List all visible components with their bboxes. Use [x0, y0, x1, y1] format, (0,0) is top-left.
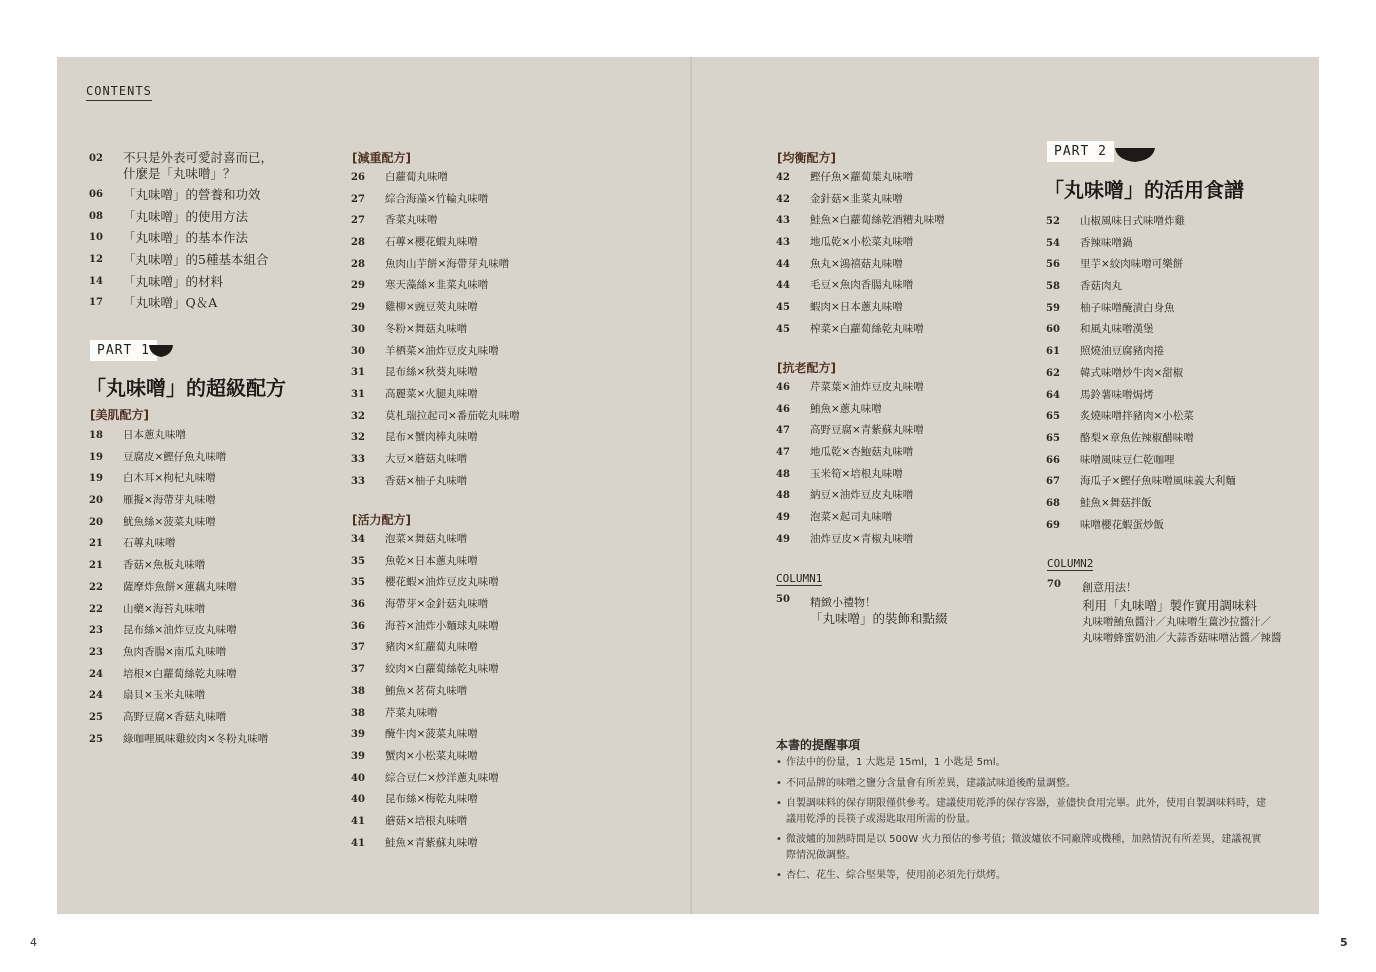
toc-entry [1046, 363, 1276, 385]
toc-title: 昆布絲×梅乾丸味噌 [385, 793, 478, 806]
toc-page-number: 42 [776, 172, 790, 183]
toc-title: 香菇×柚子丸味噌 [385, 474, 468, 487]
page-number-right: 5 [1340, 936, 1348, 949]
toc-title: 高野豆腐×青紫蘇丸味噌 [810, 424, 924, 437]
intro-list [89, 148, 273, 314]
toc-title: 鰹仔魚×蘿蔔葉丸味噌 [810, 171, 914, 183]
note-item: • 微波爐的加熱時間是以 500W 火力預估的參考值；微波爐依不同廠牌或機種，加熱情況有所差異，建議視實際情況做調整。 [776, 832, 1266, 863]
toc-title: 芹菜丸味噌 [385, 706, 438, 719]
toc-entry [351, 297, 571, 319]
toc-title: 味噌風味豆仁乾咖哩 [1080, 453, 1175, 466]
toc-title: 雁擬×海帶芽丸味噌 [123, 494, 216, 507]
toc-page-number: 39 [351, 750, 365, 762]
part1-label: PART 1 [90, 340, 157, 361]
toc-title: 納豆×油炸豆皮丸味噌 [810, 489, 914, 502]
toc-page-number: 47 [776, 425, 790, 437]
toc-entry [351, 232, 571, 254]
beauty-list [89, 425, 309, 750]
toc-entry [776, 232, 996, 254]
toc-entry [776, 529, 996, 551]
toc-entry [1046, 233, 1276, 255]
column2-line3: 丸味噌鮪魚醬汁／丸味噌生薑沙拉醬汁／ [1082, 616, 1271, 628]
toc-page-number: 18 [89, 430, 103, 441]
toc-page-number: 29 [351, 302, 365, 314]
toc-entry [776, 210, 996, 232]
toc-entry [89, 249, 273, 271]
toc-page-number: 23 [89, 625, 103, 637]
toc-title: 「丸味噌」的材料 [123, 273, 224, 289]
toc-entry [351, 319, 571, 341]
category-antiaging: [抗老配方] [777, 361, 836, 375]
toc-entry [776, 254, 996, 276]
toc-entry [351, 529, 571, 551]
toc-page-number: 40 [351, 772, 365, 784]
toc-entry [89, 148, 273, 184]
toc-entry [89, 555, 309, 577]
toc-page-number: 49 [776, 512, 790, 524]
category-balance: [均衡配方] [777, 151, 836, 165]
toc-page-number: 56 [1046, 259, 1060, 271]
toc-entry [351, 572, 571, 594]
toc-title: 高麗菜×火腿丸味噌 [385, 387, 478, 400]
toc-title: 地瓜乾×小松菜丸味噌 [810, 236, 914, 249]
toc-page-number: 47 [776, 447, 790, 459]
toc-page-number: 39 [351, 729, 365, 741]
toc-entry [89, 271, 273, 293]
toc-page-number: 35 [351, 555, 365, 567]
toc-page-number: 40 [351, 794, 365, 806]
note-item: • 作法中的份量，1 大匙是 15ml，1 小匙是 5ml。 [776, 755, 1266, 771]
toc-page-number: 65 [1046, 411, 1060, 423]
toc-page-number: 12 [89, 254, 103, 266]
toc-entry [776, 189, 996, 211]
toc-page-number: 36 [351, 599, 365, 611]
toc-title: 香菜丸味噌 [385, 214, 438, 227]
toc-title: 石蓴丸味噌 [123, 537, 176, 550]
toc-entry [776, 464, 996, 486]
toc-title: 和風丸味噌漢堡 [1080, 323, 1154, 336]
toc-page-number: 37 [351, 642, 365, 654]
toc-entry [351, 449, 571, 471]
toc-page-number: 58 [1046, 281, 1060, 293]
toc-page-number: 49 [776, 533, 790, 545]
toc-page-number: 41 [351, 815, 365, 827]
diet-list [351, 167, 571, 492]
toc-entry [89, 206, 273, 228]
toc-title: 「丸味噌」的使用方法 [123, 208, 249, 224]
toc-entry [89, 642, 309, 664]
toc-entry [776, 507, 996, 529]
toc-page-number: 22 [89, 603, 103, 615]
toc-entry [351, 659, 571, 681]
toc-page-number: 19 [89, 451, 103, 463]
toc-entry [1046, 515, 1276, 537]
toc-title: 豆腐皮×鰹仔魚丸味噌 [123, 450, 227, 463]
toc-title: 昆布×蟹肉棒丸味噌 [385, 431, 478, 444]
toc-page-number: 43 [776, 215, 790, 227]
toc-entry [351, 789, 571, 811]
toc-title: 里芋×絞肉味噌可樂餅 [1080, 258, 1184, 271]
toc-page-number: 68 [1046, 497, 1060, 509]
toc-page-number: 31 [351, 388, 365, 400]
toc-entry [89, 447, 309, 469]
toc-page-number: 64 [1046, 389, 1060, 401]
toc-page-number: 29 [351, 280, 365, 292]
toc-page-number: 26 [351, 172, 365, 183]
column1-page: 50 [776, 594, 790, 605]
toc-entry [351, 724, 571, 746]
toc-title: 雞柳×豌豆莢丸味噌 [385, 301, 478, 314]
toc-entry [89, 490, 309, 512]
column2-page: 70 [1047, 579, 1061, 590]
toc-title: 味噌櫻花蝦蛋炒飯 [1080, 518, 1164, 531]
toc-title: 炙燒味噌拌豬肉×小松菜 [1080, 410, 1194, 423]
toc-entry [776, 377, 996, 399]
toc-entry [1046, 341, 1276, 363]
toc-title: 油炸豆皮×青椒丸味噌 [810, 532, 914, 545]
toc-title: 地瓜乾×杏鮑菇丸味噌 [810, 446, 914, 459]
toc-page-number: 52 [1046, 216, 1060, 227]
column1-label: COLUMN1 [776, 572, 823, 585]
toc-page-number: 35 [351, 577, 365, 589]
toc-page-number: 10 [89, 232, 103, 244]
toc-title: 莫札瑞拉起司×番茄乾丸味噌 [385, 409, 520, 422]
toc-page-number: 67 [1046, 476, 1060, 488]
toc-page-number: 25 [89, 733, 103, 745]
toc-title: 芹菜葉×油炸豆皮丸味噌 [810, 381, 924, 393]
toc-title: 蝦肉×日本蔥丸味噌 [810, 301, 903, 314]
toc-page-number: 23 [89, 646, 103, 658]
toc-page-number: 28 [351, 237, 365, 249]
toc-entry [351, 637, 571, 659]
toc-entry [351, 681, 571, 703]
toc-title: 魚乾×日本蔥丸味噌 [385, 554, 478, 567]
toc-entry [89, 468, 309, 490]
toc-title: 「丸味噌」Q＆A [123, 295, 218, 311]
toc-entry [351, 189, 571, 211]
toc-title: 白蘿蔔丸味噌 [385, 171, 448, 183]
toc-page-number: 33 [351, 475, 365, 487]
antiaging-list [776, 377, 996, 551]
toc-page-number: 62 [1046, 367, 1060, 379]
toc-title: 「丸味噌」的營養和功效 [123, 187, 261, 202]
toc-title: 「丸味噌」的基本作法 [123, 230, 249, 246]
toc-page-number: 59 [1046, 302, 1060, 314]
note-item: • 自製調味料的保存期限僅供參考。建議使用乾淨的保存容器，並儘快食用完畢。此外，使用自製調味料時，建議用乾淨的長筷子或湯匙取用所需的份量。 [776, 796, 1266, 827]
toc-title: 魚丸×鴻禧菇丸味噌 [810, 257, 903, 270]
toc-title: 魷魚絲×菠菜丸味噌 [123, 515, 216, 528]
toc-page-number: 14 [89, 275, 103, 287]
toc-title: 昆布絲×秋葵丸味噌 [385, 366, 478, 379]
contents-label: CONTENTS [86, 84, 152, 101]
toc-page-number: 30 [351, 323, 365, 335]
notes-list [776, 755, 1266, 889]
toc-entry [89, 599, 309, 621]
toc-entry [89, 227, 273, 249]
toc-page-number: 06 [89, 189, 103, 200]
toc-title: 櫻花蝦×油炸豆皮丸味噌 [385, 576, 499, 589]
bowl-icon [148, 343, 174, 359]
toc-entry [351, 167, 571, 189]
toc-title: 酪梨×章魚佐辣椒醋味噌 [1080, 431, 1194, 444]
toc-entry [351, 471, 571, 493]
toc-page-number: 32 [351, 410, 365, 422]
toc-page-number: 65 [1046, 432, 1060, 444]
toc-page-number: 66 [1046, 454, 1060, 466]
toc-page-number: 38 [351, 685, 365, 697]
toc-page-number: 46 [776, 382, 790, 393]
part1-title: 「丸味噌」的超級配方 [86, 376, 286, 400]
toc-title: 鮭魚×白蘿蔔絲乾酒糟丸味噌 [810, 214, 945, 227]
vitality-list [351, 529, 571, 854]
note-item: • 不同品牌的味噌之鹽分含量會有所差異，建議試味道後酌量調整。 [776, 776, 1266, 792]
toc-title: 蟹肉×小松菜丸味噌 [385, 749, 478, 762]
toc-page-number: 48 [776, 468, 790, 480]
toc-entry [351, 210, 571, 232]
toc-entry [776, 442, 996, 464]
balance-list [776, 167, 996, 341]
toc-entry [351, 616, 571, 638]
toc-page-number: 08 [89, 210, 103, 222]
category-beauty: [美肌配方] [90, 408, 149, 422]
toc-title: 榨菜×白蘿蔔絲乾丸味噌 [810, 322, 924, 335]
toc-entry [1046, 471, 1276, 493]
toc-entry [89, 664, 309, 686]
toc-entry [351, 811, 571, 833]
toc-page-number: 45 [776, 302, 790, 314]
toc-page-number: 24 [89, 690, 103, 702]
toc-entry [351, 427, 571, 449]
column2-line2: 利用「丸味噌」製作實用調味料 [1082, 598, 1258, 613]
toc-page-number: 46 [776, 403, 790, 415]
toc-page-number: 25 [89, 711, 103, 723]
toc-page-number: 41 [351, 837, 365, 849]
toc-page-number: 30 [351, 345, 365, 357]
toc-title: 魚肉山芋餅×海帶芽丸味噌 [385, 257, 510, 270]
toc-title: 醃牛肉×菠菜丸味噌 [385, 728, 478, 741]
toc-entry [89, 533, 309, 555]
toc-title: 金針菇×韭菜丸味噌 [810, 192, 903, 205]
toc-title: 日本蔥丸味噌 [123, 429, 186, 441]
toc-title: 山藥×海苔丸味噌 [123, 602, 206, 615]
toc-entry [1046, 493, 1276, 515]
toc-entry [351, 768, 571, 790]
toc-page-number: 33 [351, 453, 365, 465]
toc-entry [351, 703, 571, 725]
toc-page-number: 34 [351, 534, 365, 545]
toc-entry [351, 833, 571, 855]
toc-title: 山椒風味日式味噌炸雞 [1080, 215, 1185, 227]
toc-entry [89, 425, 309, 447]
toc-title: 羊栖菜×油炸豆皮丸味噌 [385, 344, 499, 357]
toc-title: 照燒油豆腐豬肉捲 [1080, 345, 1164, 358]
toc-title: 鮪魚×茗荷丸味噌 [385, 684, 468, 697]
toc-page-number: 42 [776, 193, 790, 205]
toc-title: 玉米筍×培根丸味噌 [810, 467, 903, 480]
toc-page-number: 36 [351, 620, 365, 632]
toc-title: 大豆×蘑菇丸味噌 [385, 452, 468, 465]
toc-title: 蘑菇×培根丸味噌 [385, 814, 468, 827]
toc-page-number: 02 [89, 153, 103, 164]
toc-page-number: 21 [89, 560, 103, 572]
notes-title: 本書的提醒事項 [776, 738, 861, 752]
toc-page-number: 27 [351, 193, 365, 205]
toc-title: 毛豆×魚肉香腸丸味噌 [810, 279, 914, 292]
toc-page-number: 44 [776, 280, 790, 292]
toc-entry [351, 551, 571, 573]
toc-page-number: 60 [1046, 324, 1060, 336]
toc-entry [1046, 385, 1276, 407]
toc-title: 海帶芽×金針菇丸味噌 [385, 598, 489, 611]
toc-title: 昆布絲×油炸豆皮丸味噌 [123, 624, 237, 637]
toc-page-number: 24 [89, 668, 103, 680]
toc-title: 泡菜×起司丸味噌 [810, 511, 893, 524]
column2-line1: 創意用法！ [1082, 581, 1137, 594]
toc-title: 白木耳×枸杞丸味噌 [123, 472, 216, 485]
toc-title: 薩摩炸魚餅×蓮藕丸味噌 [123, 580, 237, 593]
page-number-left: 4 [30, 936, 37, 949]
toc-page-number: 43 [776, 237, 790, 249]
toc-entry [1046, 450, 1276, 472]
toc-title: 鮪魚×蔥丸味噌 [810, 402, 882, 415]
toc-entry [89, 512, 309, 534]
toc-entry [89, 620, 309, 642]
toc-entry [776, 399, 996, 421]
toc-title: 培根×白蘿蔔絲乾丸味噌 [123, 667, 237, 680]
toc-title: 香辣味噌鍋 [1080, 236, 1133, 249]
toc-title: 馬鈴薯味噌焗烤 [1080, 388, 1154, 401]
toc-title: 鮭魚×青紫蘇丸味噌 [385, 836, 478, 849]
note-item: • 杏仁、花生、綜合堅果等，使用前必須先行烘烤。 [776, 868, 1266, 884]
toc-entry [351, 275, 571, 297]
category-vitality: [活力配方] [352, 513, 411, 527]
column2-label: COLUMN2 [1047, 557, 1094, 570]
toc-entry [776, 297, 996, 319]
category-diet: [減重配方] [352, 151, 411, 165]
part2-title: 「丸味噌」的活用食譜 [1044, 178, 1244, 202]
toc-title: 石蓴×櫻花蝦丸味噌 [385, 236, 478, 249]
toc-page-number: 45 [776, 323, 790, 335]
toc-entry [89, 292, 273, 314]
toc-entry [1046, 254, 1276, 276]
toc-page-number: 27 [351, 215, 365, 227]
toc-page-number: 48 [776, 490, 790, 502]
part2-label: PART 2 [1047, 141, 1114, 162]
toc-page-number: 31 [351, 367, 365, 379]
toc-page-number: 20 [89, 495, 103, 507]
toc-entry [776, 485, 996, 507]
toc-title: 冬粉×舞菇丸味噌 [385, 322, 468, 335]
toc-entry [776, 167, 996, 189]
bowl-icon [1114, 146, 1156, 164]
toc-entry [89, 184, 273, 206]
column1-line2: 「丸味噌」的裝飾和點綴 [810, 611, 948, 626]
toc-title: 柚子味噌醃漬白身魚 [1080, 301, 1175, 314]
toc-title: 綜合豆仁×炒洋蔥丸味噌 [385, 771, 499, 784]
toc-entry [776, 319, 996, 341]
toc-title: 香菇×魚板丸味噌 [123, 559, 206, 572]
toc-title: 豬肉×紅蘿蔔丸味噌 [385, 641, 478, 654]
toc-title: 韓式味噌炒牛肉×甜椒 [1080, 366, 1184, 379]
toc-entry [351, 384, 571, 406]
toc-title: 不只是外表可愛討喜而已， 什麼是「丸味噌」？ [123, 150, 274, 181]
toc-entry [1046, 211, 1276, 233]
toc-page-number: 17 [89, 297, 103, 309]
toc-page-number: 32 [351, 432, 365, 444]
toc-entry [89, 729, 309, 751]
toc-title: 寒天藻絲×韭菜丸味噌 [385, 279, 489, 292]
part2-list [1046, 211, 1276, 536]
toc-title: 鮭魚×舞菇拌飯 [1080, 496, 1152, 509]
toc-title: 高野豆腐×香菇丸味噌 [123, 710, 227, 723]
toc-title: 魚肉香腸×南瓜丸味噌 [123, 645, 227, 658]
toc-title: 綜合海藻×竹輪丸味噌 [385, 192, 489, 205]
toc-page-number: 61 [1046, 346, 1060, 358]
toc-entry [351, 341, 571, 363]
toc-title: 海苔×油炸小麵球丸味噌 [385, 619, 499, 632]
toc-page-number: 44 [776, 258, 790, 270]
toc-page-number: 22 [89, 581, 103, 593]
toc-title: 扇貝×玉米丸味噌 [123, 689, 206, 702]
toc-page-number: 20 [89, 516, 103, 528]
toc-entry [351, 746, 571, 768]
toc-entry [1046, 298, 1276, 320]
toc-entry [351, 362, 571, 384]
book-spine [690, 57, 692, 914]
column2-line4: 丸味噌蜂蜜奶油／大蒜香菇味噌沾醬／辣醬 [1082, 632, 1282, 644]
toc-page-number: 28 [351, 258, 365, 270]
toc-title: 綠咖哩風味雞絞肉×冬粉丸味噌 [123, 732, 269, 745]
toc-title: 海瓜子×鰹仔魚味噌風味義大利麵 [1080, 475, 1236, 488]
toc-page-number: 19 [89, 473, 103, 485]
toc-title: 泡菜×舞菇丸味噌 [385, 533, 468, 545]
toc-entry [1046, 319, 1276, 341]
toc-entry [89, 685, 309, 707]
toc-entry [89, 707, 309, 729]
column1-line1: 精緻小禮物！ [810, 596, 876, 609]
toc-entry [351, 254, 571, 276]
toc-title: 香菇肉丸 [1080, 280, 1122, 293]
toc-entry [351, 406, 571, 428]
toc-entry [89, 577, 309, 599]
toc-page-number: 69 [1046, 519, 1060, 531]
toc-entry [1046, 428, 1276, 450]
toc-page-number: 37 [351, 664, 365, 676]
toc-page-number: 38 [351, 707, 365, 719]
toc-entry [1046, 276, 1276, 298]
toc-entry [776, 275, 996, 297]
toc-title: 「丸味噌」的5種基本組合 [123, 252, 269, 268]
toc-entry [776, 420, 996, 442]
toc-page-number: 54 [1046, 237, 1060, 249]
toc-entry [351, 594, 571, 616]
toc-entry [1046, 406, 1276, 428]
toc-title: 絞肉×白蘿蔔絲乾丸味噌 [385, 663, 499, 676]
toc-page-number: 21 [89, 538, 103, 550]
